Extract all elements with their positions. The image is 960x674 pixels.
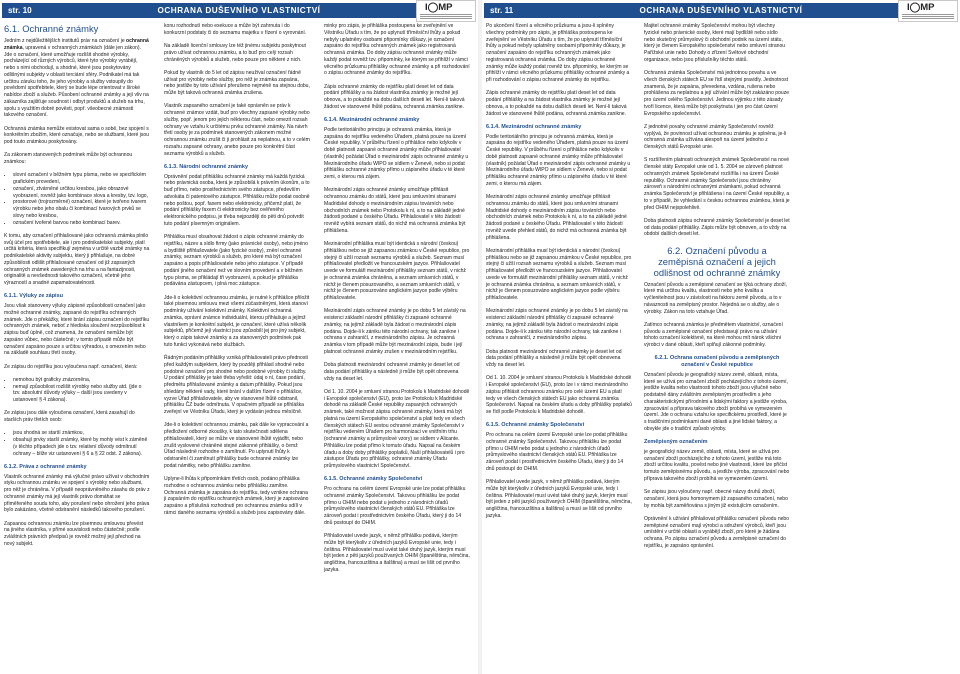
- paragraph: S rozšířením platnosti ochranných známek Společenství na nové členské státy Evropské unie od 1. 5. 2004 se zároveň platnost ochranných známek Společenství rozšířila i na území České republiky. Ochranné známky Společenství jsou chráněny zároveň s národními ochrannými známkami, pokud ochranná známka Společenství je přihlášena i na území České republiky, a to v případě, že vyhledání s českou ochrannou známkou, která je před OHIM nejspolehlivě.: [644, 157, 790, 211]
- list-item: • označení, ztvárněné určitou kresbou, jako obrazové vyobrazení, rovněž jako kombinace slova a kresby, tzv. logo,: [13, 186, 150, 200]
- subsection-heading: 6.1.4. Mezinárodní ochranné známky: [486, 123, 582, 130]
- logo-mark: I◯MP: [425, 2, 453, 13]
- paragraph: Mezinárodní zápis ochranné známky je po dobu 5 let závislý na existenci základní národní přihlášky či zapsané ochranné známky, na jejímž základě byla žádost o mezinárodní zápis podána. Dojde-li k zániku této národní ochrany, tak zanikne i ochrana v zahraničí, z mezinárodního zápisu.: [486, 308, 628, 342]
- paragraph: Na základě licenční smlouvy lze též jinému subjektu poskytnout právo užívat ochrannou známku, a to buď pro celý rozsah chráněných výrobků a služeb, nebo pouze pro některé z nich.: [164, 43, 306, 63]
- paragraph: Ze zápisu jsou dále vyloučena označení, která zasahují do starších práv třetích osob:: [4, 410, 135, 423]
- subsection-heading: 6.1.4. Mezinárodní ochranné známky: [324, 117, 420, 123]
- paragraph: Zápis ochranné známky do rejstříku platí deset let od data podání přihlášky a na žádost vlastníka známky je možné její obnova, a to pokaždé na dobu dalších deseti let. Není-li taková žádost ve stanovené lhůtě podána, ochranná známka zanikne.: [486, 90, 627, 117]
- column-2: [164, 23, 310, 523]
- paragraph: Jsou však stanoveny výluky zápisné způsobilosti označení jako možné ochranné známky, zapsané do rejstříku ochranných známek. Jde o překážky, které brání zápisu označení do rejstříku ochranných známek, neboť z hlediska sloužení nezpůsobilost k zápisu buď úplně, což znamená, že označení nemůže být zapsáno vůbec, nebo částečně; v tomto případě může být označení zapsáno pouze s určitou výhradou, s omezením nebo na základě souhlasu třetí osoby.: [4, 303, 150, 357]
- impi-logo: [416, 0, 476, 22]
- paragraph: Od 1. 10. 2004 je smluvní stranou Protokolu k Madridské dohodě i Evropské společenství (EU), proto lze i v rámci mezinárodního zápisu přihlásit ochrannou známku pro celé území EU a platí tedy ve všech členských státech EU jako ochranná známka Společenství. Napsal na českém úřadu a doby přihlášky poplatků se řídí podle Protokolu k Madridské dohodě.: [486, 375, 632, 415]
- impi-logo: [898, 0, 958, 22]
- paragraph: Přihlašovatel uvede jazyk, v němž přihlášku podává, kterým může být kterýkoliv z úředních jazyků Evropské unie, tedy i čeština. Přihlašovatel musí uvést také druhý jazyk, kterým musí být jeden z pěti jazyků používaných OHIM (španělština, němčina, angličtina, francouzština a italština) a musí se lišit od prvního jazyka.: [486, 479, 632, 519]
- paragraph: Jde-li o kolektivní ochrannou známku, je nutné k přihlášce přiložit také písemnou smlouvu mezi všemi zúčastněnými, která stanoví podmínky užívání kolektivní známky. Kolektivní ochranná známka, oprávní známce individuální, kterou přihlašuje a jejímž vlastníkem je konkrétní subjekt, je označení, které užívá několik subjektů, přičemž její vlastníci jsou způsobilí jej pro jiný subjekt, který o zápis takové známky a za stanovených podmínek pak tuto funkci vykonává nebo službách.: [164, 294, 310, 348]
- subsection-heading: 6.1.3. Národní ochranné známky: [164, 163, 249, 170]
- column-1: [4, 23, 150, 554]
- paragraph: Vlastník ochranné známky má výlučné právo užívat v obchodním styku ochrannou známku ve spojení s výrobky nebo službami, pro něž je chráněna. V případě neoprávněného zásahu do práv z ochranné známky má její vlastník právo domáhat se přiměřeného soudu toho, aby porušení nebo ohrožení jeho práva bylo zakázáno, včetně odstranění následků takového porušení.: [4, 473, 150, 514]
- paragraph: Podle teritoriálního principu je ochranná známka, která je zapsána do rejstříku vedeného Úřadem, platná pouze na území České republiky. V průběhu řízení o přihlášce nebo kdykoliv v době platnosti zapsané ochranné známky může přihlašovatel (vlastník) požádat Úřad o mezinárodní zápis ochranné známky u Mezinárodního úřadu WIPO se sídlem v Ženevě, nebo si podat přihlášku ochranné známky přímo u zápisného úřadu v té které zemi, o kterou má zájem.: [324, 126, 469, 180]
- logo-mark: I◯MP: [907, 2, 935, 13]
- list-item: • jsou shodná se starší známkou,: [13, 430, 150, 437]
- bullet-list: [4, 172, 150, 226]
- paragraph: Pro ochranu na celém území Evropské unie lze podat přihlášku ochranné známky Společenství. Takovou přihlášku lze podat přímo u OHIM nebo podat u jednoho z národních úřadů průmyslového vlastnictví členských států EU. Přihláška lze zároveň podat i prostřednictvím českého Úřadu, který ji do 14 dnů postoupí do OHIM.: [486, 432, 628, 472]
- subsection-heading: Zeměpisným označením: [644, 439, 708, 445]
- paragraph: Přihlašovatel uvede jazyk, v němž přihlášku podává, kterým může být kterýkoliv z úředních jazyků Evropské unie, tedy i čeština. Přihlašovatel musí uvést také druhý jazyk, kterým musí být jeden z pěti jazyků používaných OHIM (španělština, němčina, angličtina, francouzština a italština) a musí se lišit od prvního jazyka.: [324, 533, 470, 573]
- paragraph: Označení původu je geografický název země, oblasti, místa, které se užívá pro označení zboží pocházejícího z tohoto území, jestliže kvalita nebo vlastnosti tohoto zboží jsou výlučně nebo podstatně dány zvláštním zeměpisným prostředím s jeho charakteristickými přírodními a lidskými faktory a jestliže výroba, zpracování a příprava takového zboží probíhá ve vymezeném území. Jde o ochranu vztahu ke specifickému prostředí, které je s tradičními podmínkami dané oblasti a jiné lidské faktory, a obvykle jde o tradiční způsob výroby.: [644, 371, 788, 432]
- paragraph: Doba platnosti mezinárodní ochranné známky je deset let od data podání přihlášky a následně ji může být opět obnovena vždy na deset let.: [324, 362, 460, 382]
- paragraph: Mezinárodní přihláška musí být identická s národní (českou) přihláškou nebo se již zapsanou známkou v České republice, pro stejný či užší rozsah seznamu výrobků a služeb. Seznam musí přihlašovatel předložit ve francouzském jazyce. Přihlašovatel uvede ve formuláři mezinárodní přihlášky seznam států, v nichž je ochranná známka chráněna, a seznam smluvních států, v nichž je členem posuzováno anglickém jazyce podle výběru přihlašovatele.: [486, 247, 632, 301]
- paragraph: Mezinárodní přihláška musí být identická s národní (českou) přihláškou nebo se již zapsanou známkou v České republice, pro stejný či užší rozsah seznamu výrobků a služeb. Seznam musí přihlašovatel předložit ve francouzském jazyce. Přihlašovatel uvede ve formuláři mezinárodní přihlášky seznam států, v nichž je ochranná známka chráněna, a seznam smluvních států, v nichž je členem posuzovaného, a seznam smluvních států, v nichž je členem posuzováno anglickém jazyce podle výběru přihlašovatele.: [324, 241, 470, 301]
- list-item: • nemají způsobilost rozlišit výrobky nebo služby atd. (jde o tzv. absolutní důvody výluky – další jsou uvedeny v ustanovení § 4 zákona).: [13, 384, 150, 404]
- paragraph: Podle teritoriálního principu je ochranná známka, která je zapsána do rejstříku vedeného Úřadem, platná pouze na území České republiky. V průběhu řízení o přihlášce nebo kdykoliv v době platnosti zapsané ochranné známky může přihlašovatel (vlastník) požádat Úřad o mezinárodní zápis ochranné známky u Mezinárodního úřadu WIPO se sídlem v Ženevě, nebo si podat přihlášku ochranné známky přímo u zápisného úřadu v té které zemi, o kterou má zájem.: [486, 133, 631, 187]
- header-title: OCHRANA DUŠEVNÍHO VLASTNICTVÍ: [157, 6, 321, 15]
- paragraph: Mezinárodní zápis ochranné známky je po dobu 5 let závislý na existenci základní národní přihlášky či zapsané ochranné známky, na jejímž základě byla žádost o mezinárodní zápis podána. Dojde-li k zániku této národní ochrany, tak zanikne i ochrana v zahraničí, z mezinárodního zápisu. Je ochranná známka v tom případě může být mezinárodní zápis, bude i její platnost ochranné známky zrušen v mezinárodním rejstříku.: [324, 308, 466, 355]
- subsection-heading: 6.2.1. Ochrana označení původu a zeměpisných označení v České republice: [654, 355, 780, 368]
- list-item: • obsahují prvky starší známky, které by mohly vést k záměně (v těchto případech jde o tzv. relativní důvody odmítnutí ochrany – blíže viz ustanovení § 6 a § 22 odst. 2 zákona).: [13, 437, 150, 457]
- paragraph: Za zákonem stanovených podmínek může být ochrannou známkou:: [4, 152, 133, 165]
- paragraph: Po ukončení řízení a věcného průzkumu a jsou-li splněny všechny podmínky pro zápis, je přihláška postoupena ke zveřejnění ve Věstníku Úřadu s tím, že po uplynutí tříměsíční lhůty a pokud nebyly uplatněny osobami připomínky důkazy, je označení zapsáno do rejstříku ochranných známek jako registrovaná ochranná známka. Do doby zápisu ochranné známky může každý podat rovněž tzv. připomínky, ke kterým se přihlíží v rámci věcného průzkumu přihlášky ochranné známky a při rozhodování o zápisu ochranné známky do rejstříku.: [486, 23, 630, 83]
- paragraph: Od 1. 10. 2004 je smluvní stranou Protokolu k Madridské dohodě i Evropské společenství (EU), proto lze Protokolu k Madridské dohodě na základě České republiky zapsaných ochranných známek, také možnost zápisu ochranné známky, která má být platná na území Evropského společenství a platí tedy ve všech členských státech EU sestou ochranné známky Společenství v rejstříku vedeném Úřadem pro harmonizaci ve vnitřním trhu (ochranné známky a průmyslové vzory) se sídlem v Alicante. Přihlášku lze podat přímo k tomuto úřadu. Napsal na českém úřadu a doby doby přihlášky poplatků, Naší přihlašovatelů i pro zástupce Úřadu pro přihlášky, ochranné známky Úřadu průmyslového vlastnictví Společenství.: [324, 388, 470, 469]
- paragraph: Označení původu a zeměpisné označení se týká ochrany zboží, které má určitou kvalitu, vlastnosti nebo jeho kvalita a vyčlenitelnost jsou v závislosti na faktoru země původu, a to v návaznosti na zeměpisný prostor. Nejedná se o služby, ale o výrobky. Zákon na toto vztahuje Úřad.: [644, 281, 788, 315]
- paragraph: Zapsanou ochrannou známku lze písemnou smlouvou převést na jiného vlastníka, v přímé souvislosti nebo částečně; podle zvláštních právních předpisů je rovněž možný její přechod na nový subjekt.: [4, 520, 144, 547]
- subsection-heading: 6.1.1. Výluky ze zápisu: [4, 293, 64, 300]
- subsection-heading: 6.1.5. Ochranné známky Společenství: [486, 422, 585, 429]
- subsection-heading: 6.1.5. Ochranné známky Společenství: [324, 476, 423, 483]
- paragraph: Ochranná známka nemůže existovat sama o sobě, bez spojení s konkrétním zbožím, které označuje, nebo se službami, které jsou pod touto známkou poskytovány.: [4, 125, 150, 145]
- paragraph: Doba platnosti zápisu ochranné známky Společenství je deset let od data podání přihlášky. Zápis může být obnoven, a to vždy na období dalších deseti let.: [644, 217, 790, 238]
- paragraph: K tomu, aby označení přihlašované jako ochranná známka plnilo svůj účel pro spotřebitele, ale i pro podnikatelské subjekty, platí určitá kritéria, která specifikují zejména v určitě vazbě známky na podnikatelské aktivity subjektu, který ji přihlašuje, na dobré způsobilosti odlišit přihlašované označení od již zapsaných ochranných známek zavedených na trhu a na fantazijnosti, originalitě a nevšednosti takového označení, včetně jeho výrazností a snadné zapamatovatelnosti.: [4, 232, 150, 286]
- page-header: [2, 3, 476, 18]
- bullet-list: [4, 430, 150, 457]
- paragraph: Zatímco ochranná známka je předmětem vlastnictví, označení původu a zeměpisné označení představují právo na užívání tohoto označení kolektivně, na které mohou mít nárok všichni výrobci v dané oblasti, kteří splňují zákonné podmínky.: [644, 321, 783, 348]
- paragraph: Vlastník zapsaného označení je také oprávněn se práv k ochranné známce vzdát, buď pro všechny zapsané výrobky nebo služby, popř. jenom pro jejich některou část, nebo omezit rozsah ochrany ve vztahu k určitému prvku ochranné známky. Na návrh třetí osoby je za podmínek stanovených zákonem možné ochrannou známku zrušit či ji prohlásit za neplatnou, a to v celém rozsahu zapsané ochrany, anebo pouze pro konkrétní část seznamu výrobků a služeb.: [164, 103, 310, 157]
- header-title: OCHRANA DUŠEVNÍHO VLASTNICTVÍ: [639, 6, 803, 15]
- page-number: str. 10: [8, 6, 32, 15]
- paragraph: Majitel ochranné známky Společenství mohou být všechny fyzické nebo právnické osoby, které mají bydliště nebo sídlo nebo skutečný průmyslový či obchodní podnik na území státu, který je členem Evropského společenství nebo smluvní stranou Pařížské unie nebo Dohody o zřízení Světové obchodní organizace, nebo jsou příslušníky těchto států.: [644, 23, 786, 63]
- paragraph: Zápis ochranné známky do rejstříku platí deset let od data podání přihlášky a na žádost vlastníka známky je možné její obnova, a to pokaždé na dobu dalších deseti let. Není-li taková žádost ve stanovené lhůtě podána, ochranná známka zanikne.: [324, 83, 465, 110]
- column-3: [324, 23, 470, 580]
- right-page: [482, 0, 960, 674]
- paragraph: Se zápisu jsou vyloučeny např. obecné názvy druhů zboží, označení, která jsou homonymem již zapsaného označení, nebo by mohla být zaměňována s jiným již existujícím označením.: [644, 489, 788, 509]
- paragraph: Doba platnosti mezinárodní ochranné známky je deset let od data podání přihlášky a následně ji může být opět obnovena vždy na deset let.: [486, 348, 622, 368]
- page-header: [484, 3, 958, 18]
- list-item: • označení tvořené barvou nebo kombinací barev.: [13, 220, 150, 227]
- section-heading: 6.1. Ochranné známky: [4, 23, 99, 34]
- column-2: [644, 23, 790, 556]
- paragraph: Jedním z nejdůležitějších institutů práv na označení je ochranná známka, upravená v ochranných známkách (dále jen zákon). Jde o označení, které umožňuje rozlišit shodné výrobky, pocházející od různých výrobců, které tyto výrobky vyrábějí, nebo s nimi obchodují, a shodné, které jsou poskytovány odlišnými subjekty v oblasti terciární sféry. Podnikatel má tak určitou záruku toho, že jeho výrobky a služby vstoupily do povědomí spotřebitele, který se bude lépe orientovat v široké nabídce zboží a služeb. Působení ochranné známky a její vliv na zákazníka zajišťuje soudnost i odbyt produktů a služeb na trhu, spolu s využitím dobré pověsti, popř. všeobecné známosti takového označení.: [4, 38, 149, 119]
- paragraph: Ze zápisu do rejstříku jsou vyloučena např. označení, která:: [4, 363, 138, 370]
- paragraph: Pokud by vlastník do 5 let od zápisu neužíval označení řádně užívat pro výrobky nebo služby, pro něž je známka zapsána, nebo jestliže by toto užívání přerušeno nejméně na stejnou dobu, může být taková ochranná známka zrušena.: [164, 69, 310, 96]
- list-item: • prostorové (trojrozměrné) označení, které je tvořeno tvarem výrobku nebo jeho obalu či kombinací tvarových prvků se slovy nebo kresbou,: [13, 199, 150, 219]
- paragraph: konu rozhodnutí nebo exekuce a může být zahrnuta i do konkurzní podstaty či do seznamu majetku v řízení o vyrovnání.: [164, 23, 307, 36]
- paragraph: Řádným podáním přihlášky vzniká přihlašovateli právo přednosti před každým subjektem, který by později přihlásil shodné nebo podobné označení pro shodné nebo podobné výrobky či služby. U podání přihlášky je také třeba vyřešit: údaj o ní, čase podání, předmětu přihlašované známky a datum přihlášky. Pokud jsou shledány některé vady, které brání v dalším řízení o přihlášce, vyzve Úřad přihlašovatele, aby ve stanovené lhůtě odstranil, přihlášku ČZ bude odmítnuta. V opačném případě se přihláška zveřejní ve Věstníku Úřadu, který je vydáván jednou měsíčně.: [164, 355, 308, 415]
- list-item: • nemohou být graficky znázorněna,: [13, 377, 150, 384]
- section-heading: 6.2. Označení původu a zeměpisná označení a jejich odlišnost od ochranné známky: [653, 244, 781, 278]
- paragraph: Ochranná známka Společenství má jednotnou povahu a ve všech členských státech EU se řídí stejnými pravidly. Jednotnost znamená, že je zapsána, převedena, vzdána, rušena nebo prohlášena za neplatnou a její užívání může být zakázáno pouze pro území celého Společenství. Jedinou výjimku z této zásady tvoří licence, která může být poskytnuta i jen pro část území Evropského společenství.: [644, 70, 790, 117]
- paragraph: Z jednotné povahy ochranné známky Společenství rovněž vyplývá, že povinnost užívat ochrannou známku je splněna, je-li ochranná známka užívána alespoň na území jednoho z členských států Evropské unie.: [644, 123, 787, 150]
- bullet-list: [4, 377, 150, 404]
- page-number: str. 11: [490, 6, 514, 15]
- paragraph: Přihláška musí obsahovat žádost o zápis ochranné známky do rejstříku, název a sídlo firmy (jako právnické osoby), nebo jméno a bydliště přihlašovatele (jako fyzické osoby), znění ochranné známky, seznam výrobků a služeb, pro které má být označení zapsáno a popis přihlašovatele nebo jeho zástupce. V případě podání jiného označení než ve slovním provedení a v běžném typu písma, se přikládají tři vyobrazení, a pokud je přihláška podávána zástupcem, i plná moc zástupce.: [164, 234, 308, 288]
- paragraph: je geografický název země, oblasti, místa, které se užívá pro označení zboží pocházejícího z tohoto území, jestliže má toto zboží určitou kvalitu, pověst nebo jiné vlastnosti, které lze přičíst tomuto zeměpisnému původu, a jestliže výroba, zpracování nebo příprava takového zboží probíhá ve vymezeném území.: [644, 448, 790, 482]
- paragraph: Mezinárodní zápis ochranné známky umožňuje přihlásit ochrannou známku do států, které jsou smluvními stranami Madridské dohody o mezinárodním zápisu továrních nebo obchodních známek nebo Protokolu k ní, a to na základě jedné žádosti podané u českého Úřadu. Přihlašovatel v této žádosti rovněž uvede přehled států, do nichž má ochranná známka být přihlášena.: [486, 194, 627, 241]
- paragraph: Jde-li o kolektivní ochrannou známku, pak dále ke vypracování a předložení odborné zkoušky, k tato skutečnosti sdělena přihlašovateli, který se může ve stanovené lhůtě vyjádřit, nebo zrušit vyslovené chráněné stejné zákonné přihlášky, o čemž Úřad následně rozhodne o zamítnutí. Po uplynutí lhůty k odstranění či zamítnutí přihlášky bude ochranné známky lze podat námitky, nebo přihlášku zamítne.: [164, 422, 309, 469]
- list-item: • slovní označení v běžném typu písma, nebo ve specifickém grafickém provedení,: [13, 172, 150, 186]
- paragraph: Pro ochranu na celém území Evropské unie lze podat přihlášku ochranné známky Společenství. Takovou přihlášku lze podat přímo u OHIM nebo podat u jednoho z národních úřadů průmyslového vlastnictví členských států EU. Přihláška lze zároveň podat i prostřednictvím českého Úřadu, který ji do 14 dnů postoupí do OHIM.: [324, 486, 466, 526]
- paragraph: Oprávnění podat přihlášku ochranné známky má každá fyzická nebo právnická osoba, která je způsobilá k právním úkonům, a to buď přímo, nebo prostřednictvím svého zástupce, především advokáta či patentového zástupce. Přihlášku může podat osobně nebo poštou, popř. faxem nebo elektronicky, přičemž platí, že podání přihlášky faxem či elektronicky bez ověřeného elektronického podpisu, je třeba nejpozději do pěti dnů potvrdit tuto podání písemným originálem.: [164, 173, 310, 227]
- subsection-heading: 6.1.2. Práva z ochranné známky: [4, 463, 87, 470]
- paragraph: Uplyne-li lhůta k připomínkám třetích osob, podáno přihláška rozhodne o ochrannou známku nebo přihlášku zamítne. Ochranná známka je zapsána do rejstříku, tedy vznikne ochrana ji zapsáním do rejstříku ochranných známek, který je zapisováno zapsáno a příslušná rozhodnutí pro ochrannou známku sdílí v rámci daného seznamu výrobků a služeb jsou zapisovány dále.: [164, 476, 309, 516]
- column-1: [486, 23, 632, 526]
- paragraph: Mezinárodní zápis ochranné známky umožňuje přihlásit ochrannou známku do států, které jsou smluvními stranami Madridské dohody o mezinárodním zápisu továrních nebo obchodních známek nebo Protokolu k ní, a to na základě jedné žádosti podané u českého Úřadu. Přihlašovatel v této žádosti rovněž vybírá seznam států, do nichž má ochranná známka být přihlášena.: [324, 187, 466, 234]
- paragraph: Oprávnění k užívání přihlašovat přihlášku označení původu nebo zeměpisné označení mají výrobci a sdružení výrobců, kteří jsou umístěni v určité oblasti a vyrábějí zboží, pro které je žádána ochrana. Po zápisu označení původu a zeměpisné označení do rejstříku, je zapsáno oprávnění.: [644, 515, 790, 549]
- paragraph: minky pro zápis, je přihláška postoupena ke zveřejnění ve Věstníku Úřadu s tím, že po uplynutí tříměsíční lhůty a pokud nebyly uplatněny osobami připomínky důkazy, je označení zapsáno do rejstříku ochranných známek jako registrovaná ochranná známka. Do doby zápisu ochranné známky může každý podat rovněž tzv. připomínky, ke kterým se přihlíží v rámci věcného průzkumu přihlášky ochranné známky a při rozhodování o zápisu ochranné známky do rejstříku.: [324, 23, 470, 77]
- left-page: [0, 0, 478, 674]
